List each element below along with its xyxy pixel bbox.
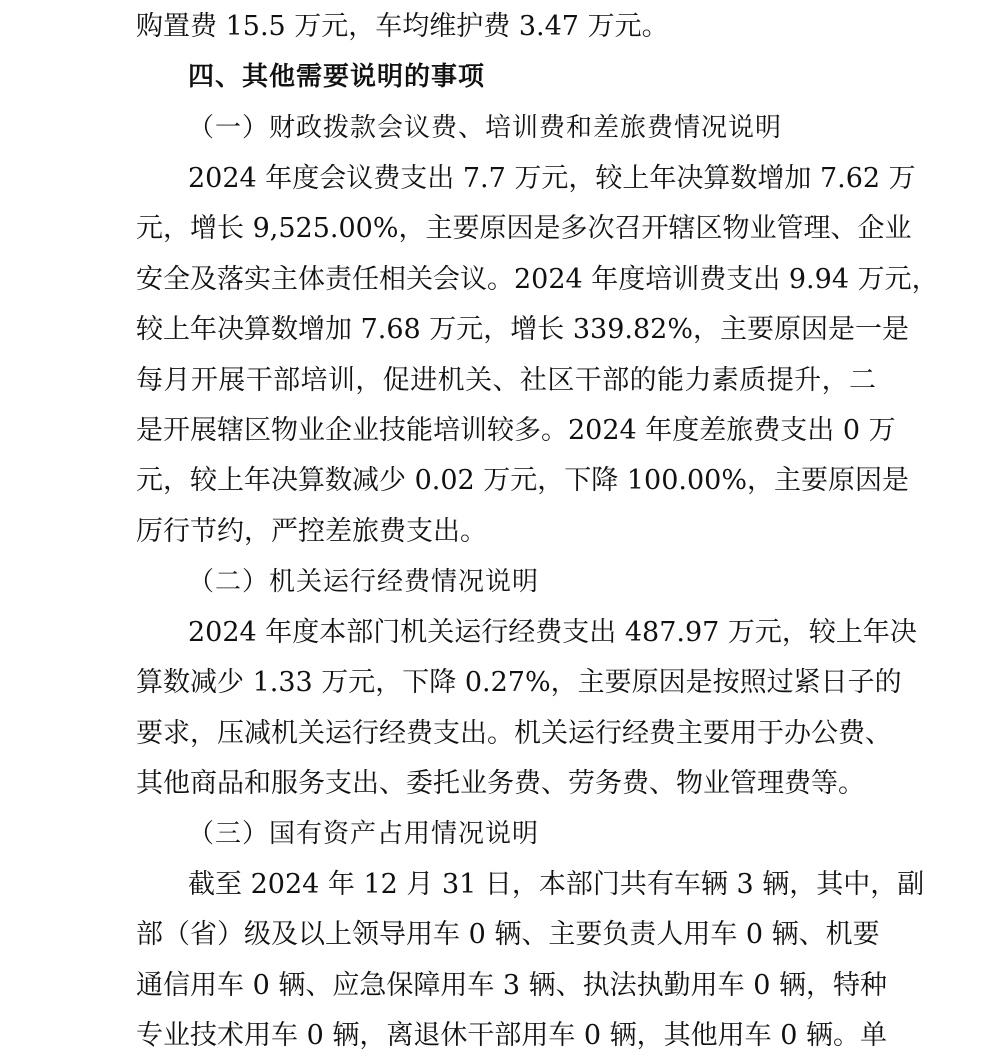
text-line: 较上年决算数增加 7.68 万元，增长 339.82%，主要原因是一是 (136, 314, 909, 345)
text-line: 算数减少 1.33 万元，下降 0.27%，主要原因是按照过紧日子的 (136, 667, 902, 698)
text-line: 通信用车 0 辆、应急保障用车 3 辆、执法执勤用车 0 辆，特种 (136, 970, 888, 1001)
text-line: 专业技术用车 0 辆，离退休干部用车 0 辆，其他用车 0 辆。单 (136, 1020, 888, 1051)
subsection-heading: （二）机关运行经费情况说明 (188, 567, 540, 597)
text-line: 元，增长 9,525.00%，主要原因是多次召开辖区物业管理、企业 (136, 213, 912, 244)
text-line: 安全及落实主体责任相关会议。2024 年度培训费支出 9.94 万元， (136, 264, 939, 295)
text-line: 部（省）级及以上领导用车 0 辆、主要负责人用车 0 辆、机要 (136, 919, 880, 950)
text-line: 2024 年度会议费支出 7.7 万元，较上年决算数增加 7.62 万 (188, 163, 916, 194)
text-line: 厉行节约，严控差旅费支出。 (136, 516, 487, 547)
section-heading: 四、其他需要说明的事项 (188, 62, 486, 92)
text-line: 购置费 15.5 万元，车均维护费 3.47 万元。 (136, 11, 669, 42)
text-line: 其他商品和服务支出、委托业务费、劳务费、物业管理费等。 (136, 768, 865, 799)
subsection-heading: （三）国有资产占用情况说明 (188, 819, 540, 849)
text-line: 是开展辖区物业企业技能培训较多。2024 年度差旅费支出 0 万 (136, 415, 896, 446)
text-line: 截至 2024 年 12 月 31 日，本部门共有车辆 3 辆，其中，副 (188, 869, 925, 900)
text-line: 2024 年度本部门机关运行经费支出 487.97 万元，较上年决 (188, 617, 917, 648)
text-line: 要求，压减机关运行经费支出。机关运行经费主要用于办公费、 (136, 718, 892, 749)
text-line: 元，较上年决算数减少 0.02 万元，下降 100.00%，主要原因是 (136, 465, 909, 496)
text-line: 每月开展干部培训，促进机关、社区干部的能力素质提升，二 (136, 365, 876, 396)
subsection-heading: （一）财政拨款会议费、培训费和差旅费情况说明 (188, 113, 783, 143)
